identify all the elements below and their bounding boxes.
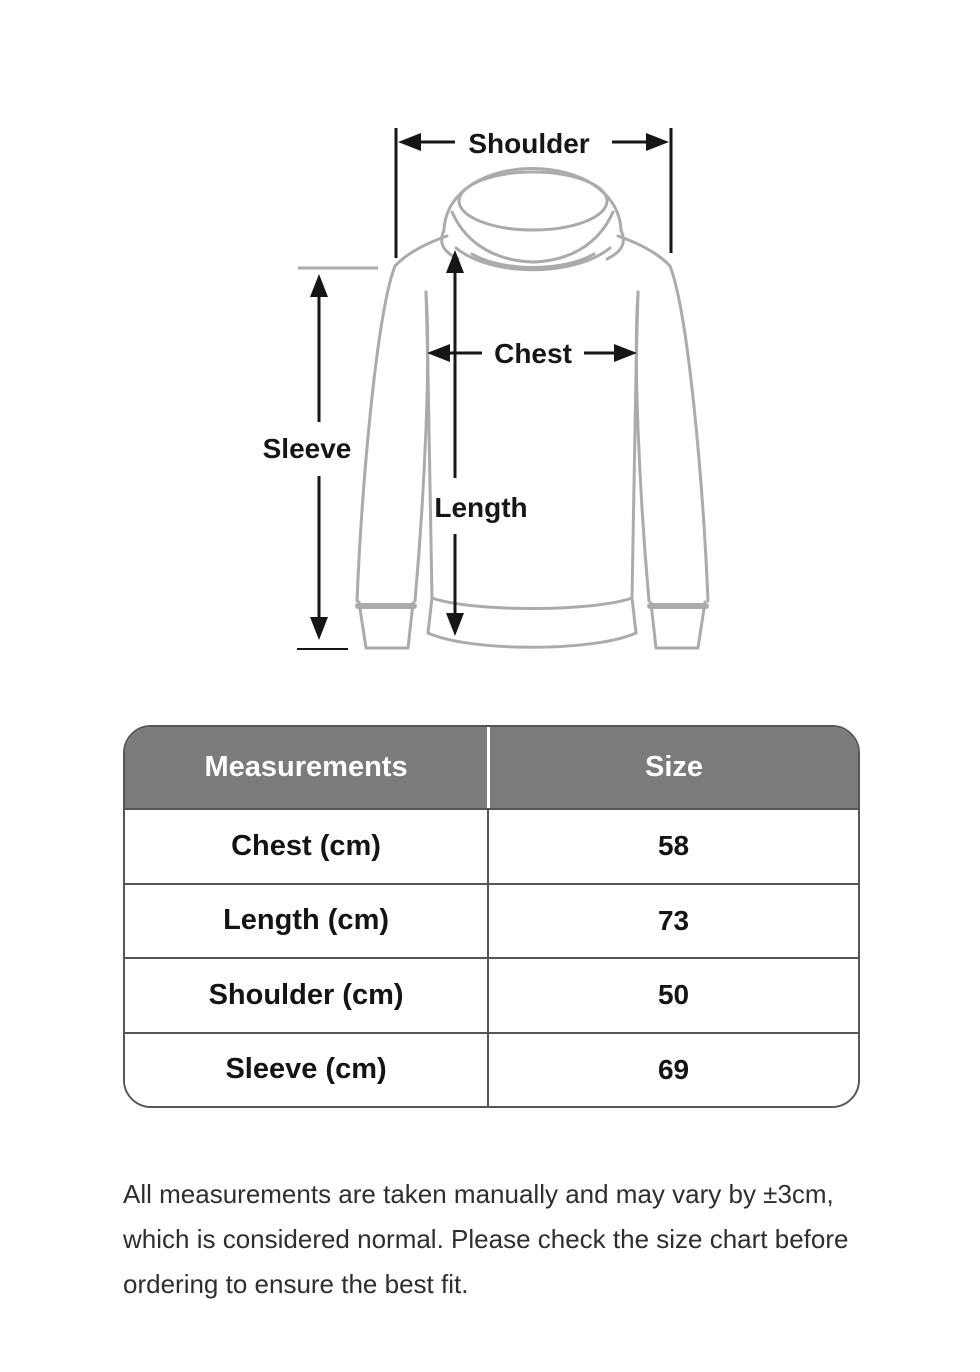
column-header-size: Size [487,727,858,808]
table-header-row [125,727,858,808]
row-label: Chest (cm) [231,829,381,862]
shoulder-arrowhead-right [646,133,669,151]
row-value: 50 [487,959,858,1032]
row-label: Sleeve (cm) [225,1053,387,1086]
length-label: Length [434,492,528,523]
table-row-sleeve [125,1032,858,1107]
shoulder-label: Shoulder [468,128,590,159]
row-value: 73 [487,885,858,958]
table-row-chest [125,808,858,883]
disclaimer-line-2: which is considered normal. Please check the size chart before [123,1224,849,1254]
disclaimer-line-3: ordering to ensure the best fit. [123,1269,469,1299]
column-header-measurements: Measurements [204,751,408,783]
sleeve-arrowhead-down [310,617,328,640]
chest-label: Chest [494,338,572,369]
row-value: 58 [487,810,858,883]
sleeve-label: Sleeve [262,433,352,464]
row-label: Length (cm) [223,904,390,937]
shoulder-arrowhead-left [398,133,421,151]
chest-arrowhead-right [614,344,637,362]
measurement-disclaimer [123,1172,883,1307]
table-row-length [125,883,858,958]
size-chart-table [123,725,860,1108]
sleeve-arrowhead-up [310,274,328,297]
row-label: Shoulder (cm) [208,978,404,1011]
table-row-shoulder [125,957,858,1032]
chest-arrowhead-left [427,344,450,362]
row-value: 69 [487,1034,858,1107]
disclaimer-line-1: All measurements are taken manually and may vary by ±3cm, [123,1179,834,1209]
hoodie-outline-illustration [357,169,708,649]
length-arrowhead-down [446,613,464,636]
